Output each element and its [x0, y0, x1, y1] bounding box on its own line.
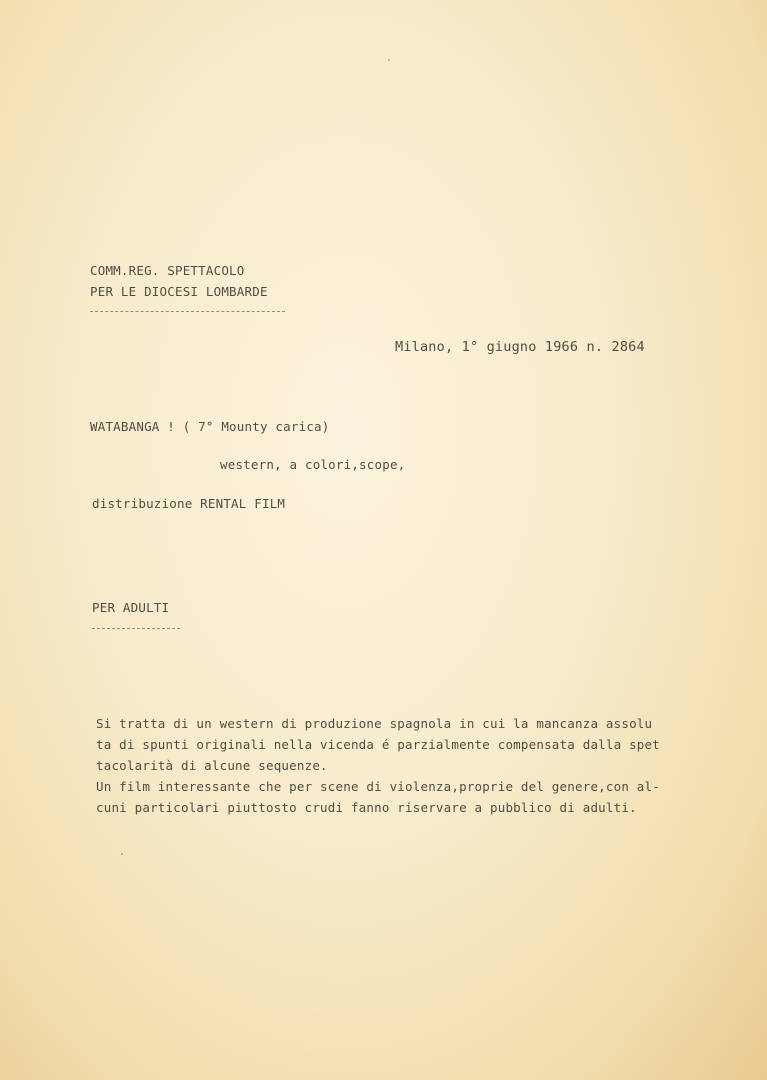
body-line-1: Si tratta di un western di produzione spagnola in cui la mancanza assolu [96, 716, 653, 731]
body-line-2: ta di spunti originali nella vicenda é parzialmente compensata dalla spet [96, 737, 660, 752]
body-line-5: cuni particolari piuttosto crudi fanno riservare a pubblico di adulti. [96, 800, 637, 815]
header-line-1: COMM.REG. SPETTACOLO [90, 263, 245, 278]
paper-speck [121, 853, 123, 855]
date-line: Milano, 1° giugno 1966 n. 2864 [395, 339, 645, 355]
rating-underline [92, 628, 180, 629]
paper-speck [388, 59, 390, 61]
film-title-line: WATABANGA ! ( 7° Mounty carica) [90, 419, 330, 434]
film-genre-line: western, a colori,scope, [220, 457, 406, 472]
body-line-4: Un film interessante che per scene di violenza,proprie del genere,con al- [96, 779, 660, 794]
rating-label: PER ADULTI [92, 600, 170, 615]
header-line-2: PER LE DIOCESI LOMBARDE [90, 284, 268, 299]
film-distribution-line: distribuzione RENTAL FILM [92, 496, 286, 511]
header-underline [90, 311, 285, 312]
body-line-3: tacolarità di alcune sequenze. [96, 758, 328, 773]
